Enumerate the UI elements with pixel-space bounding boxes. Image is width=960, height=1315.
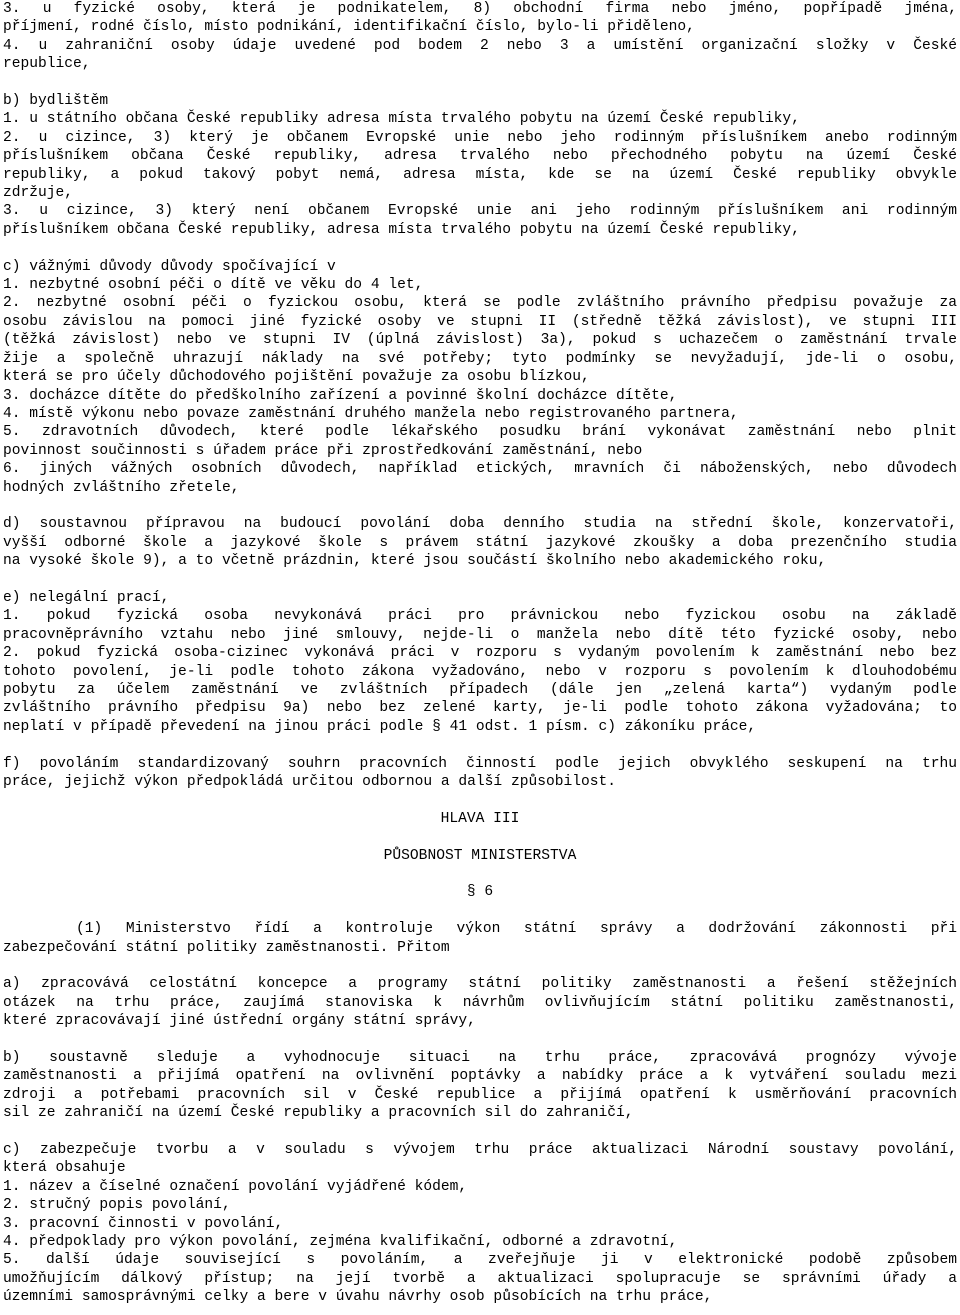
- text-line: 3. docházce dítěte do předškolního zařízení a povinné školní docházce dítěte,: [3, 387, 678, 404]
- text-line: tohoto povolení, je-li podle tohoto zákona vyžadováno, nebo v rozporu s povolením k dlouhodobému: [3, 663, 957, 680]
- text-line: 2. nezbytné osobní péči o fyzickou osobu, která se podle zvláštního právního předpisu považuje za: [3, 295, 957, 312]
- text-line: c) vážnými důvody důvody spočívající v: [3, 258, 336, 275]
- text-line: 3. pracovní činnosti v povolání,: [3, 1215, 284, 1232]
- text-line: pracovněprávního vztahu nebo jiné smlouvy, nejde-li o manžela nebo dítě této fyzické osoby, nebo: [3, 626, 957, 643]
- text-line: příjmení, rodné číslo, místo podnikání, identifikační číslo, bylo-li přiděleno,: [3, 19, 695, 36]
- text-line: příslušníkem občana České republiky, adresa místa trvalého pobytu na území České republiky,: [3, 221, 800, 238]
- paragraph-b-monitoring: [3, 1049, 957, 1123]
- text-line: příslušníkem občana České republiky, adresa trvalého nebo přechodného pobytu na území České: [3, 148, 957, 165]
- section-number: § 6: [466, 884, 494, 901]
- text-line: a) zpracovává celostátní koncepce a programy státní politiky zaměstnanosti a řešení stěžejních: [3, 976, 957, 993]
- text-line: pobytu za účelem zaměstnání ve zvláštních případech (dále jen „zelená karta“) vydaným podle: [3, 681, 957, 698]
- text-line: e) nelegální prací,: [3, 589, 170, 606]
- text-line: hodných zvláštního zřetele,: [3, 479, 240, 496]
- text-line: sil ze zahraničí na území České republiky a pracovních sil do zahraničí,: [3, 1105, 634, 1122]
- text-line: zdroji a potřebami pracovních sil v České republice a přijímá opatření k usměrňování pracovních: [3, 1086, 957, 1103]
- text-line: b) bydlištěm: [3, 93, 109, 110]
- paragraph-d-preparation: [3, 515, 957, 570]
- paragraph-e-illegal-work: [3, 589, 957, 736]
- paragraph-c-national-system: [3, 1141, 957, 1307]
- paragraph-b-residence: [3, 92, 957, 239]
- paragraph-firm-identification: [3, 0, 957, 74]
- text-line: (1) Ministerstvo řídí a kontroluje výkon státní správy a dodržování zákonnosti při: [76, 921, 957, 938]
- text-line: republiky, a pokud takový pobyt nemá, adresa místa, kde se na území České republiky obvykle: [3, 166, 957, 183]
- text-line: republice,: [3, 56, 91, 73]
- chapter-title-block: [3, 847, 957, 865]
- text-line: 3. u fyzické osoby, která je podnikatelem, 8) obchodní firma nebo jméno, popřípadě jména,: [3, 1, 957, 17]
- text-line: neplatí v případě převedení na jinou práci podle § 41 odst. 1 písm. c) zákoníku práce,: [3, 718, 757, 735]
- text-line: zabezpečování státní politiky zaměstnanosti. Přitom: [3, 939, 450, 956]
- chapter-title: PŮSOBNOST MINISTERSTVA: [383, 847, 577, 864]
- text-line: (těžká závislost) nebo ve stupni IV (úplná závislost) 3a), pokud s uchazečem o zaměstnání trvale: [3, 332, 957, 349]
- text-line: zvláštního právního předpisu 9a) nebo bez zelené karty, je-li podle tohoto zákona vyžadována; to: [3, 700, 957, 717]
- text-line: f) povoláním standardizovaný souhrn pracovních činností podle jejich obvyklého seskupení na trhu: [3, 755, 957, 772]
- text-line: na vysoké škole 9), a to včetně prázdnin, které jsou součástí školního nebo akademického roku,: [3, 553, 827, 570]
- paragraph-ministry-intro: [3, 920, 957, 957]
- text-line: 4. předpoklady pro výkon povolání, zejména kvalifikační, odborné a zdravotní,: [3, 1234, 678, 1251]
- paragraph-f-profession: [3, 755, 957, 792]
- text-line: 1. u státního občana České republiky adresa místa trvalého pobytu na území České republiky,: [3, 111, 800, 128]
- text-line: 6. jiných vážných osobních důvodech, například etických, mravních či náboženských, nebo důvodech: [3, 461, 957, 478]
- text-line: žije a společně uhrazují náklady na své potřeby; tyto podmínky se nevyžadují, jde-li o osobu,: [3, 350, 957, 367]
- text-line: osobu závislou na pomoci jiné fyzické osoby ve stupni II (středně těžká závislost), ve stupni III: [3, 313, 957, 330]
- section-heading: [3, 883, 957, 901]
- text-line: b) soustavně sleduje a vyhodnocuje situaci na trhu práce, zpracovává prognózy vývoje: [3, 1049, 957, 1066]
- paragraph-c-serious-reasons: [3, 258, 957, 497]
- text-line: práce, jejichž výkon předpokládá určitou odbornou a další způsobilost.: [3, 773, 617, 790]
- text-line: 2. u cizince, 3) který je občanem Evropské unie nebo jeho rodinným příslušníkem anebo rodinným: [3, 129, 957, 146]
- text-line: 2. stručný popis povolání,: [3, 1197, 231, 1214]
- text-line: která se pro účely důchodového pojištění považuje za osobu blízkou,: [3, 369, 590, 386]
- paragraph-a-concepts: [3, 975, 957, 1030]
- text-line: 5. zdravotních důvodech, které podle lékařského posudku brání vykonávat zaměstnání nebo plnit: [3, 424, 957, 441]
- text-line: 1. pokud fyzická osoba nevykonává práci pro právnickou nebo fyzickou osobu na základě: [3, 608, 957, 625]
- text-line: zdržuje,: [3, 185, 74, 202]
- text-line: územními samosprávnými celky a bere v úvahu návrhy osob působících na trhu práce,: [3, 1289, 713, 1306]
- text-line: která obsahuje: [3, 1160, 126, 1177]
- text-line: d) soustavnou přípravou na budoucí povolání doba denního studia na střední škole, konzervatoři,: [3, 516, 957, 533]
- text-line: vyšší odborné škole a jazykové škole s právem státní jazykové zkoušky a doba prezenčního studia: [3, 534, 957, 551]
- text-line: 1. název a číselné označení povolání vyjádřené kódem,: [3, 1178, 468, 1195]
- text-line: které zpracovávají jiné ústřední orgány státní správy,: [3, 1013, 476, 1030]
- text-line: zaměstnanosti a přijímá opatření na ovlivnění poptávky a nabídky práce a k vytváření souladu mezi: [3, 1068, 957, 1085]
- chapter-number: HLAVA III: [440, 810, 520, 827]
- text-line: 4. místě výkonu nebo povaze zaměstnání druhého manžela nebo registrovaného partnera,: [3, 405, 739, 422]
- text-line: otázek na trhu práce, zaujímá stanoviska k návrhům ovlivňujícím státní politiku zaměstnanosti,: [3, 994, 957, 1011]
- chapter-heading: [3, 810, 957, 828]
- text-line: umožňujícím dálkový přístup; na její tvorbě a aktualizaci spolupracuje se správními úřady a: [3, 1270, 957, 1287]
- text-line: 4. u zahraniční osoby údaje uvedené pod bodem 2 nebo 3 a umístění organizační složky v České: [3, 37, 957, 54]
- text-line: povinnost součinnosti s úřadem práce při zprostředkování zaměstnání, nebo: [3, 442, 643, 459]
- text-line: 5. další údaje související s povoláním, a zveřejňuje ji v elektronické podobě způsobem: [3, 1252, 957, 1269]
- text-line: 3. u cizince, 3) který není občanem Evropské unie ani jeho rodinným příslušníkem ani rodinným: [3, 203, 957, 220]
- text-line: c) zabezpečuje tvorbu a v souladu s vývojem trhu práce aktualizaci Národní soustavy povolání,: [3, 1142, 957, 1158]
- text-line: 2. pokud fyzická osoba-cizinec vykonává práci v rozporu s vydaným povolením k zaměstnání nebo bez: [3, 645, 957, 662]
- text-line: 1. nezbytné osobní péči o dítě ve věku do 4 let,: [3, 277, 424, 294]
